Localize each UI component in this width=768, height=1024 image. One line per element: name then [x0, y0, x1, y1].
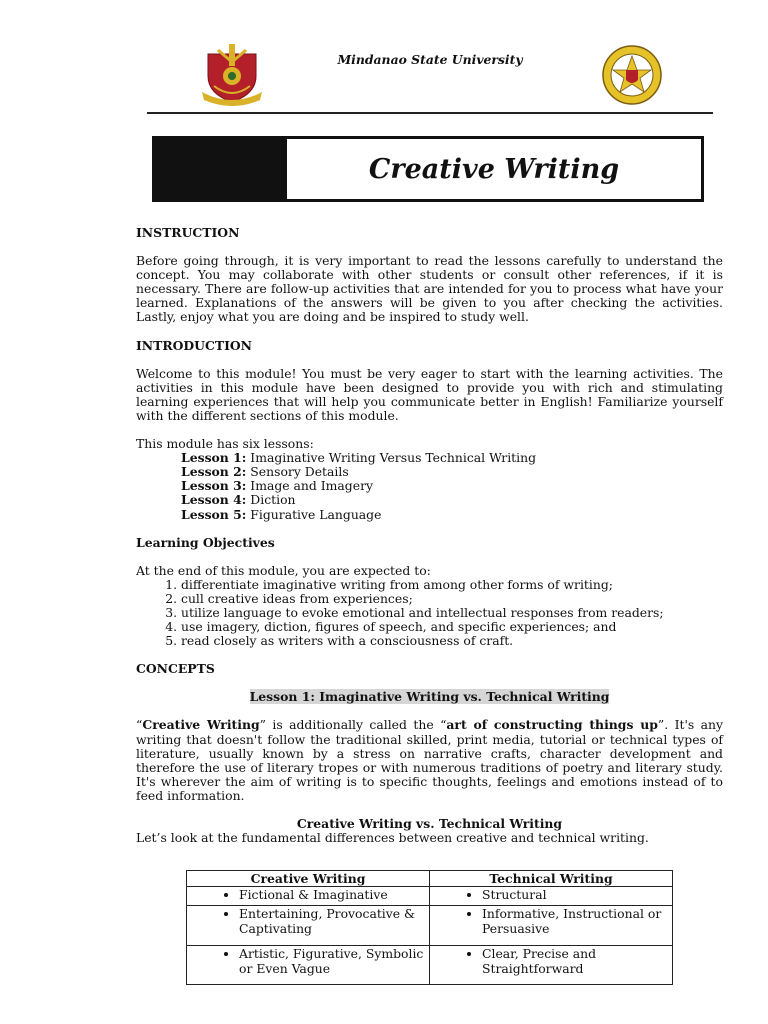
introduction-text: Welcome to this module! You must be very eager to start with the learning activities. The activities in this module have been designed to provide you with rich and stimulating learning experiences that will help you communicate better in English! Familiarize yourself with the different sections of this module.	[136, 365, 723, 423]
lessons-intro: This module has six lessons:	[136, 436, 314, 452]
table-cell: • Clear, Precise and Straightforward	[430, 946, 673, 985]
lessons-list	[136, 451, 723, 521]
comparison-intro: Let’s look at the fundamental differences between creative and technical writing.	[136, 830, 649, 846]
table-row	[187, 887, 673, 906]
objective-item: 2. cull creative ideas from experiences;	[181, 592, 723, 606]
table-cell: • Informative, Instructional or Persuasive	[430, 906, 673, 946]
university-name: Mindanao State University	[337, 52, 523, 67]
creative-writing-definition: “Creative Writing” is additionally called the “art of constructing things up”. It's any writing that doesn't follow the traditional skilled, print media, tutorial or technical types of literature, usually known by a stress on narrative crafts, character development and therefore the use of literary tropes or with numerous traditions of poetry and literary study. It's wherever the aim of writing is to specific thoughts, feelings and emotions instead of to feed information.	[136, 717, 723, 803]
circular-seal-logo	[598, 44, 666, 106]
lesson-item: Lesson 5: Figurative Language	[181, 506, 382, 522]
objectives-list	[136, 578, 723, 648]
document-body	[136, 226, 723, 845]
table-cell: • Structural	[430, 887, 673, 906]
lesson-item: Lesson 4: Diction	[181, 492, 296, 508]
title-black-block	[155, 139, 287, 199]
table-header-row	[187, 871, 673, 887]
lesson-item: Lesson 3: Image and Imagery	[181, 478, 373, 494]
instruction-text: Before going through, it is very important to read the lessons carefully to understand the concept. You may collaborate with other students or consult other references, if it is necessary. There are follow-up activities that are intended for you to process what have your learned. Explanations of the answers will be given to you after checking the activities. Lastly, enjoy what you are doing and be inspired to study well.	[136, 253, 723, 325]
lesson1-heading: Lesson 1: Imaginative Writing vs. Technical Writing	[249, 689, 610, 705]
objective-item: 4. use imagery, diction, figures of speech, and specific experiences; and	[181, 620, 723, 634]
comparison-heading: Creative Writing vs. Technical Writing	[296, 816, 563, 831]
lesson-item: Lesson 2: Sensory Details	[181, 464, 349, 480]
comparison-table	[186, 870, 673, 985]
page-title: Creative Writing	[368, 153, 620, 185]
title-box	[152, 136, 704, 202]
objective-item: 3. utilize language to evoke emotional and intellectual responses from readers;	[181, 606, 723, 620]
objectives-heading: Learning Objectives	[136, 534, 275, 550]
objective-item: 1. differentiate imaginative writing from among other forms of writing;	[181, 578, 723, 592]
table-row	[187, 946, 673, 985]
header-rule	[147, 112, 713, 114]
objective-item: 5. read closely as writers with a consciousness of craft.	[181, 634, 723, 648]
msu-seal-logo	[198, 42, 266, 106]
lesson-item: Lesson 1: Imaginative Writing Versus Technical Writing	[181, 450, 537, 466]
table-header-technical: Technical Writing	[430, 871, 673, 887]
table-cell: • Fictional & Imaginative	[187, 887, 430, 906]
table-cell: • Entertaining, Provocative & Captivating	[187, 906, 430, 946]
instruction-heading: INSTRUCTION	[136, 225, 240, 240]
table-cell: • Artistic, Figurative, Symbolic or Even Vague	[187, 946, 430, 985]
table-row	[187, 906, 673, 946]
objectives-intro: At the end of this module, you are expected to:	[136, 562, 431, 578]
table-header-creative: Creative Writing	[187, 871, 430, 887]
concepts-heading: CONCEPTS	[136, 661, 215, 677]
introduction-heading: INTRODUCTION	[136, 337, 252, 353]
